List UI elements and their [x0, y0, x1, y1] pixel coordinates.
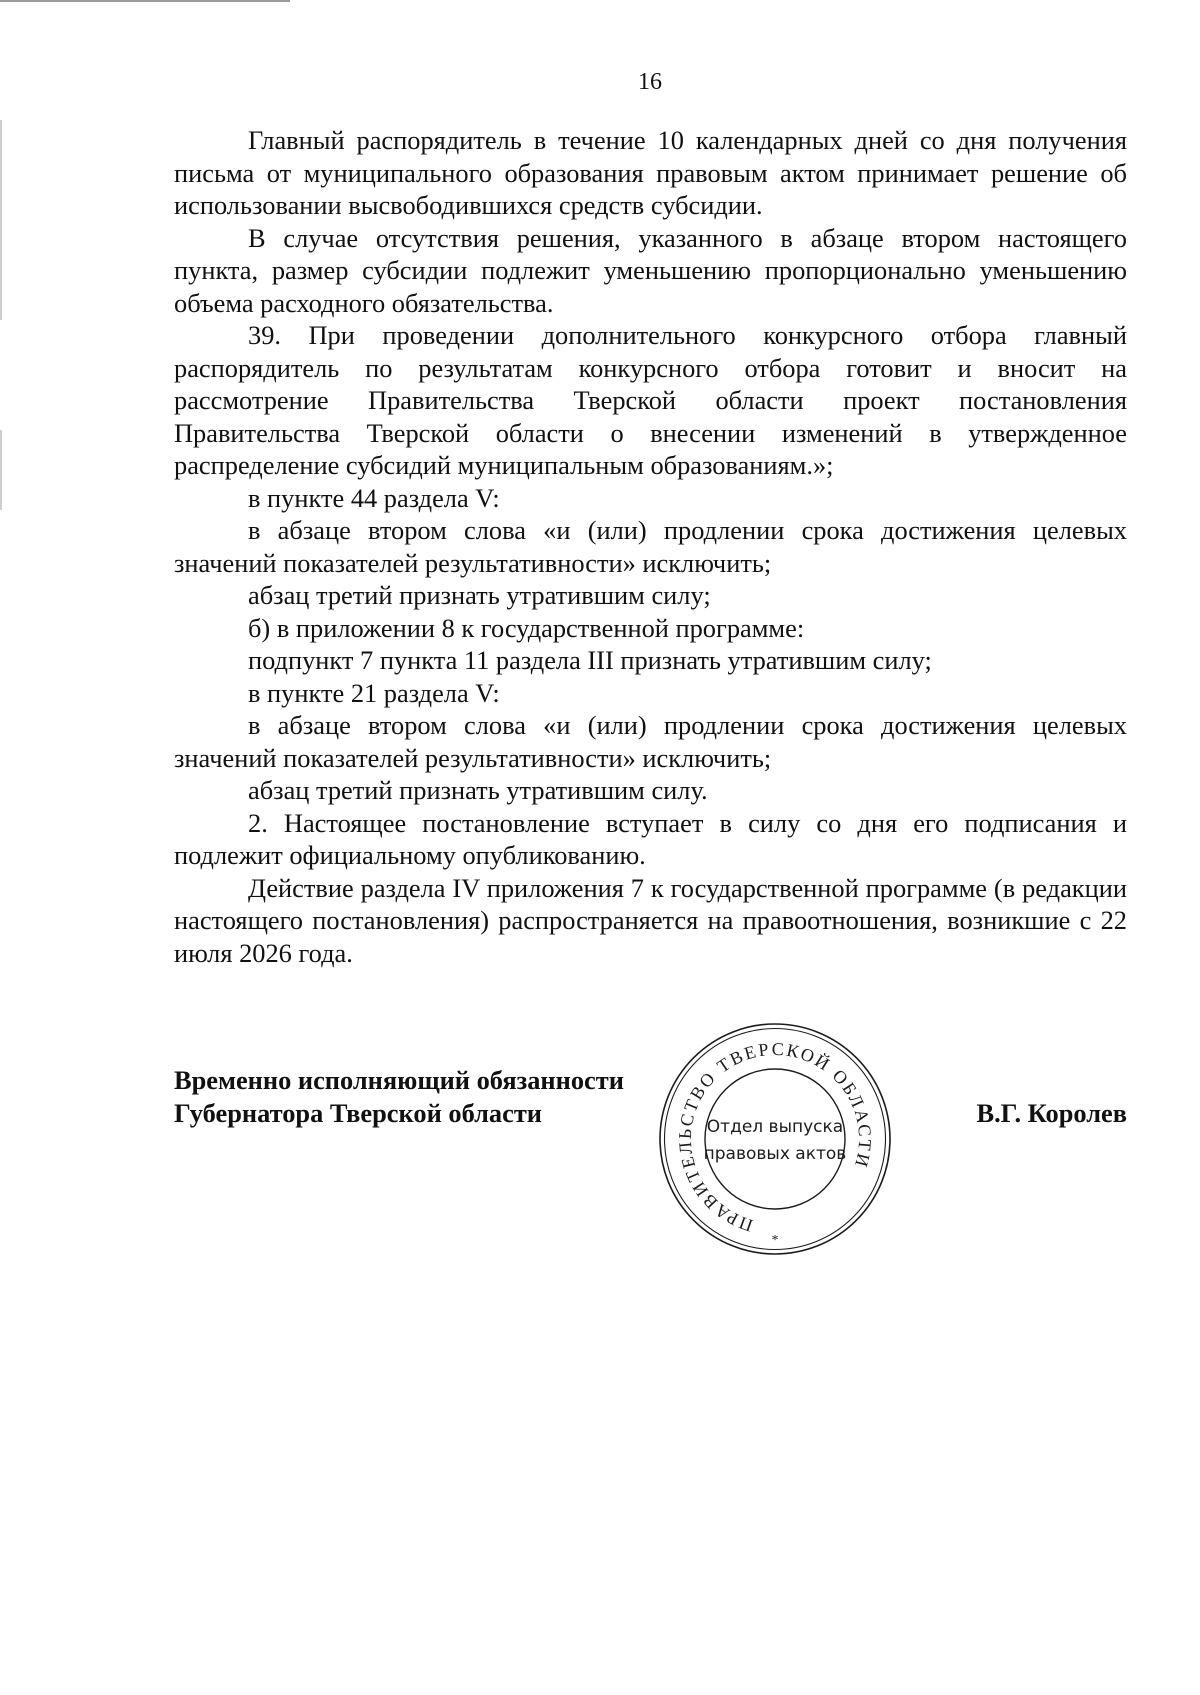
paragraph: подпункт 7 пункта 11 раздела III признать утратившим силу; — [248, 645, 932, 675]
paragraph: в абзаце втором слова «и (или) продлении срока достижения целевых значений показателей результативности» исключить; — [174, 710, 1127, 773]
seal-star: * — [771, 1233, 779, 1248]
paragraph: в пункте 44 раздела V: — [248, 482, 500, 513]
page-number: 16 — [638, 69, 662, 95]
signature-position-line: Временно исполняющий обязанности — [174, 1065, 624, 1095]
paragraph: б) в приложении 8 к государственной программе: — [248, 612, 805, 643]
paragraph: В случае отсутствия решения, указанного в абзаце втором настоящего пункта, размер субсидии подлежит уменьшению пропорционально уменьшению объема расходного обязательства. — [174, 222, 1127, 318]
scan-edge-mark — [0, 120, 2, 320]
paragraph: в абзаце втором слова «и (или) продлении срока достижения целевых значений показателей результативности» исключить; — [174, 515, 1127, 578]
seal-outer-ring — [665, 1029, 886, 1250]
seal-outer-text: ПРАВИТЕЛЬСТВО ТВЕРСКОЙ ОБЛАСТИ — [674, 1038, 876, 1236]
paragraph: абзац третий признать утратившим силу. — [248, 775, 708, 805]
seal-inner-ring — [705, 1069, 845, 1209]
signature-position-line: Губернатора Тверской области — [174, 1098, 542, 1128]
paragraph: Действие раздела IV приложения 7 к государственной программе (в редакции настоящего постановления) распространяется на правоотношения, возникшие с 22 июля 2026 года. — [174, 872, 1127, 968]
seal-inner-text: Отдел выпуска — [706, 1117, 844, 1137]
paragraph: абзац третий признать утратившим силу; — [248, 580, 711, 610]
document-body — [174, 124, 1127, 969]
paragraph: в пункте 21 раздела V: — [248, 677, 500, 708]
paragraph: 2. Настоящее постановление вступает в силу со дня его подписания и подлежит официальному опубликованию. — [174, 807, 1127, 870]
paragraph: Главный распорядитель в течение 10 календарных дней со дня получения письма от муниципального образования правовым актом принимает решение об использовании высвободившихся средств субсидии. — [174, 125, 1127, 220]
scan-edge-mark — [0, 0, 290, 2]
paragraph: 39. При проведении дополнительного конкурсного отбора главный распорядитель по результатам конкурсного отбора готовит и вносит на рассмотрение Правительства Тверской области проект постановления Правительства Тверской области о внесении изменений в утвержденное распределение субсидий муниципальным образованиям.»; — [174, 320, 1127, 480]
signer-name: В.Г. Королев — [976, 1098, 1127, 1128]
scan-edge-mark — [0, 430, 2, 510]
seal-inner-text: правовых актов — [703, 1144, 847, 1164]
official-seal-stamp — [656, 1020, 894, 1258]
signature-position — [174, 1064, 624, 1130]
